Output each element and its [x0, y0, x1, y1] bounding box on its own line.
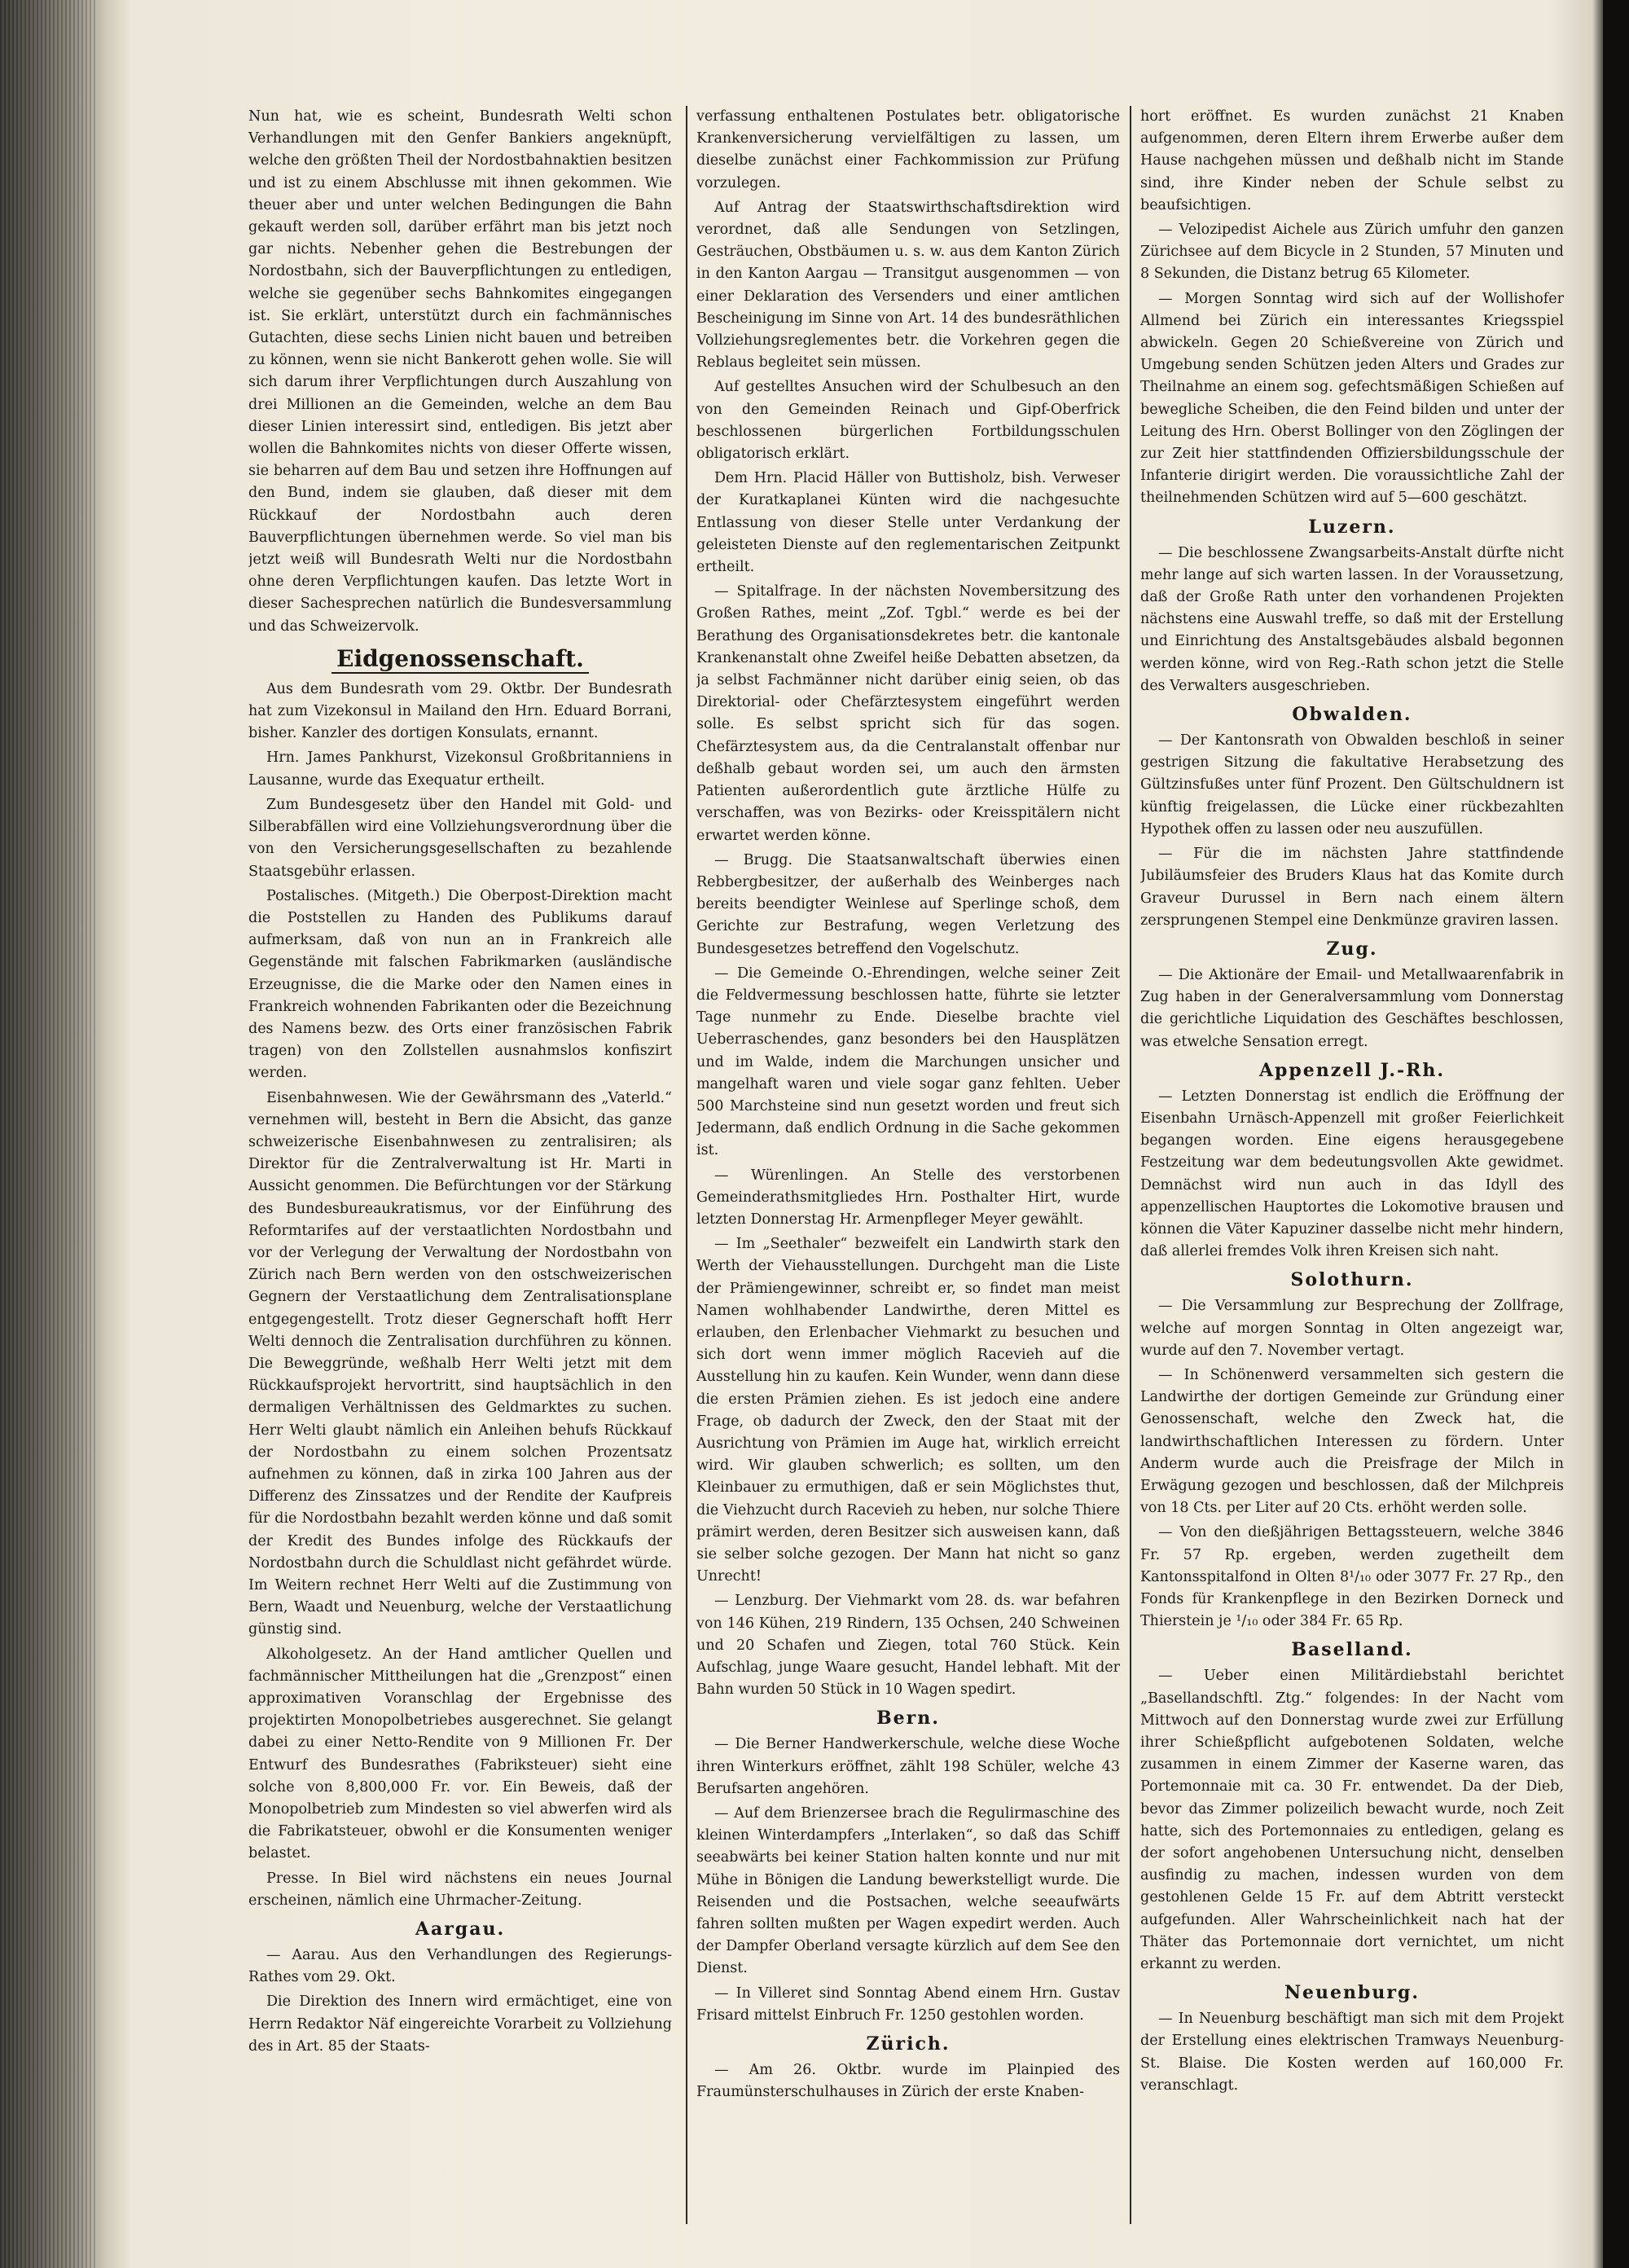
- region-heading-zug: Zug.: [1326, 938, 1378, 960]
- column-3: [1140, 106, 1564, 2224]
- article-paragraph: — Von den dießjährigen Bettagssteuern, welche 3846 Fr. 57 Rp. ergeben, werden zugetheilt dem Kantonsspitalfond in Olten 8¹/₁₀ oder 3077 Fr. 27 Rp., den Fonds für Krankenpflege in den Bezirken Dorneck und Thierstein je ¹/₁₀ oder 384 Fr. 65 Rp.: [1140, 1524, 1564, 1630]
- region-heading-aargau: Aargau.: [415, 1919, 506, 1941]
- article-paragraph: Auf Antrag der Staatswirthschaftsdirektion wird verordnet, daß alle Sendungen von Setzlingen, Gesträuchen, Obstbäumen u. s. w. aus dem Kanton Zürich in den Kanton Aargau — Transitgut ausgenommen — von einer Deklaration des Versenders und einer amtlichen Bescheinigung im Sinne von Art. 14 des bundesräthlichen Vollziehungsreglementes betr. die Vorkehren gegen die Reblaus begleitet sein müssen.: [696, 199, 1120, 371]
- article-paragraph: — In Villeret sind Sonntag Abend einem Hrn. Gustav Frisard mittelst Einbruch Fr. 1250 gestohlen worden.: [696, 1984, 1120, 2024]
- column-1: [248, 106, 672, 2224]
- article-paragraph: — In Neuenburg beschäftigt man sich mit dem Projekt der Erstellung eines elektrischen Tramways Neuenburg-St. Blaise. Die Kosten werden auf 160,000 Fr. veranschlagt.: [1140, 2011, 1564, 2094]
- article-paragraph: — Letzten Donnerstag ist endlich die Eröffnung der Eisenbahn Urnäsch-Appenzell mit großer Feierlichkeit begangen worden. Eine eigens herausgegebene Festzeitung war dem bedeutungsvollen Akte gewidmet. Demnächst wird nun auch in das Idyll des appenzellischen Hauptortes die Lokomotive brausen und können die Väter Kapuziner dasselbe nicht mehr hindern, daß allerlei fremdes Volk ihren Kreisen sich naht.: [1140, 1088, 1564, 1260]
- article-paragraph: — Die beschlossene Zwangsarbeits-Anstalt dürfte nicht mehr lange auf sich warten lassen. In der Voraussetzung, daß der Große Rath unter den vorhandenen Projekten nächstens eine Auswahl treffe, so daß mit der Erstellung und Einrichtung des Anstaltsgebäudes alsbald begonnen werden könne, wird von Reg.-Rath schon jetzt die Stelle des Verwalters ausgeschrieben.: [1140, 544, 1564, 694]
- article-paragraph: — Würenlingen. An Stelle des verstorbenen Gemeinderathsmitgliedes Hrn. Posthalter Hirt, wurde letzten Donnerstag Hr. Armenpfleger Meyer gewählt.: [696, 1167, 1120, 1228]
- article-paragraph: — Auf dem Brienzersee brach die Regulirmaschine des kleinen Winterdampfers „Interlaken“, so daß das Schiff seeabwärts bei keiner Station halten konnte und nur mit Mühe in Bönigen die Landung bewerkstelligt wurde. Die Reisenden und die Postsachen, welche seeaufwärts fahren sollten mußten per Wagen expedirt werden. Auch der Dampfer Oberland versagte kürzlich auf dem See den Dienst.: [696, 1805, 1120, 1977]
- article-paragraph: — Brugg. Die Staatsanwaltschaft überwies einen Rebbergbesitzer, der außerhalb des Weinberges nach bereits beendigter Weinlese auf Sperlinge schoß, dem Gerichte zur Bestrafung, wegen Verletzung des Bundesgesetzes betreffend den Vogelschutz.: [696, 851, 1120, 957]
- article-paragraph: — Am 26. Oktbr. wurde im Plainpied des Fraumünsterschulhauses in Zürich der erste Knaben-: [696, 2062, 1120, 2101]
- article-paragraph: Nun hat, wie es scheint, Bundesrath Welti schon Verhandlungen mit den Genfer Bankiers angeknüpft, welche den größten Theil der Nordostbahnaktien besitzen und ist zu einem Abschlusse mit ihnen gekommen. Wie theuer aber und unter welchen Bedingungen die Bahn gekauft werden soll, darüber erfährt man bis jetzt noch gar nichts. Nebenher gehen die Bestrebungen der Nordostbahn, sich der Bauverpflichtungen zu entledigen, welche sie gegenüber sechs Bahnkomites eingegangen ist. Sie erklärt, unterstützt durch ein fachmännisches Gutachten, diese sechs Linien nicht bauen und betreiben zu können, wenn sie nicht Bankerott gehen wolle. Sie will sich darum ihrer Verpflichtungen durch Auszahlung von drei Millionen an die Gemeinden, welche an dem Bau dieser Linien interessirt sind, entledigen. Bis jetzt aber wollen die Bahnkomites nichts von dieser Offerte wissen, sie beharren auf dem Bau und setzen ihre Hoffnungen auf den Bund, indem sie glauben, daß dieser mit dem Rückkauf der Nordostbahn auch deren Bauverpflichtungen übernehmen werde. So viel man bis jetzt weiß will Bundesrath Welti nur die Nordostbahn ohne deren Verpflichtungen kaufen. Das letzte Wort in dieser Sachesprechen natürlich die Bundesversammlung und das Schweizervolk.: [248, 108, 672, 635]
- article-paragraph: Alkoholgesetz. An der Hand amtlicher Quellen und fachmännischer Mittheilungen hat die „Grenzpost“ einen approximativen Voranschlag der Ergebnisse des projektirten Monopolbetriebes ausgerechnet. Sie gelangt dabei zu einer Netto-Rendite von 9 Millionen Fr. Der Entwurf des Bundesrathes (Fabriksteuer) sieht eine solche von 8,800,000 Fr. vor. Ein Beweis, daß der Monopolbetrieb zum Mindesten so viel abwerfen wird als die Fabrikatsteuer, obwohl er die Konsumenten weniger belastet.: [248, 1646, 672, 1862]
- article-paragraph: — Velozipedist Aichele aus Zürich umfuhr den ganzen Zürichsee auf dem Bicycle in 2 Stunden, 57 Minuten und 8 Sekunden, die Distanz betrug 65 Kilometer.: [1140, 222, 1564, 283]
- region-heading-solothurn: Solothurn.: [1290, 1269, 1414, 1291]
- region-heading-zuerich: Zürich.: [866, 2033, 951, 2055]
- region-heading-luzern: Luzern.: [1308, 516, 1396, 538]
- article-paragraph: Hrn. James Pankhurst, Vizekonsul Großbritanniens in Lausanne, wurde das Exequatur ertheilt.: [248, 749, 672, 789]
- article-paragraph: — Aarau. Aus den Verhandlungen des Regierungs-Rathes vom 29. Okt.: [248, 1947, 672, 1986]
- article-paragraph: Presse. In Biel wird nächstens ein neues Journal erscheinen, nämlich eine Uhrmacher-Zeitung.: [248, 1870, 672, 1909]
- article-paragraph: — Für die im nächsten Jahre stattfindende Jubiläumsfeier des Bruders Klaus hat das Komite durch Graveur Durussel in Bern nach einem ältern zersprungenen Stempel eine Denkmünze graviren lassen.: [1140, 846, 1564, 929]
- article-paragraph: — Lenzburg. Der Viehmarkt vom 28. ds. war befahren von 146 Kühen, 219 Rindern, 135 Ochsen, 240 Schweinen und 20 Schafen und Ziegen, total 760 Stück. Kein Aufschlag, junge Waare gesucht, Handel lebhaft. Mit der Bahn wurden 50 Stück in 10 Wagen spedirt.: [696, 1593, 1120, 1699]
- page-right-edge: [1603, 0, 1629, 2268]
- region-heading-baselland: Baselland.: [1291, 1639, 1413, 1661]
- article-paragraph: Eisenbahnwesen. Wie der Gewährsmann des „Vaterld.“ vernehmen will, besteht in Bern die Absicht, das ganze schweizerische Eisenbahnwesen zu zentralisiren; als Direktor für die Zentralverwaltung ist Hr. Marti in Aussicht genommen. Die Befürchtungen vor der Stärkung des Bundesbureaukratismus, vor der Einführung des Reformtarifes auf der verstaatlichten Nordostbahn und vor der Verlegung der Verwaltung der Nordostbahn von Zürich nach Bern werden von den ostschweizerischen Gegnern der Verstaatlichung dem Zentralisationsplane entgegengestellt. Trotz dieser Gegnerschaft hofft Herr Welti dennoch die Zentralisation durchführen zu können. Die Beweggründe, weßhalb Herr Welti jetzt mit dem Rückkaufsprojekt hervortritt, sind hauptsächlich in den dermaligen Verhältnissen des Geldmarktes zu suchen. Herr Welti glaubt nämlich ein Anleihen behufs Rückkauf der Nordostbahn zu einem solchen Prozentsatz aufnehmen zu können, daß in zirka 100 Jahren aus der Differenz des Zinssatzes und der Rendite der Kaufpreis für die Nordostbahn bezahlt werden könne und daß somit der Kredit des Bundes infolge des Rückkaufs der Nordostbahn durch die Schuldlast nicht gefährdet würde. Im Weitern rechnet Herr Welti auf die Zustimmung von Bern, Waadt und Neuenburg, welche der Verstaatlichung günstig sind.: [248, 1089, 672, 1638]
- section-title-text: Eidgenossenschaft.: [332, 645, 589, 674]
- region-heading-bern: Bern.: [876, 1708, 940, 1730]
- section-title: [248, 644, 672, 674]
- article-paragraph: — Ueber einen Militärdiebstahl berichtet „Basellandschftl. Ztg.“ folgendes: In der Nacht vom Mittwoch auf den Donnerstag wurde zwei zur Erfüllung ihrer Schießpflicht aufgebotenen Soldaten, welche zusammen in einem Zimmer der Kaserne waren, das Portemonnaie mit ca. 30 Fr. entwendet. Da der Dieb, bevor das Zimmer polizeilich bewacht wurde, noch Zeit hatte, sich des Portemonnaies zu entledigen, gelang es der sofort angehobenen Untersuchung nicht, denselben ausfindig zu machen, indessen wurden von dem gestohlenen Gelde 15 Fr. auf dem Abtritt versteckt aufgefunden. Aller Wahrscheinlichkeit nach hat der Thäter das Portemonnaie dort vernichtet, um nicht erkannt zu werden.: [1140, 1668, 1564, 1973]
- article-paragraph: hort eröffnet. Es wurden zunächst 21 Knaben aufgenommen, deren Eltern ihrem Erwerbe außer dem Hause nachgehen müssen und deßhalb nicht im Stande sind, ihre Kinder neben der Schule selbst zu beaufsichtigen.: [1140, 108, 1564, 213]
- article-paragraph: Zum Bundesgesetz über den Handel mit Gold- und Silberabfällen wird eine Vollziehungsverordnung über die von den Versicherungsgesellschaften zu bezahlende Staatsgebühr erlassen.: [248, 796, 672, 880]
- book-binding-edge: [0, 0, 98, 2268]
- article-paragraph: — Im „Seethaler“ bezweifelt ein Landwirth stark den Werth der Viehausstellungen. Durchgeht man die Liste der Prämiengewinner, schreibt er, so findet man meist Namen wohlhabender Landwirthe, deren Mittel es erlauben, den Erlenbacher Viehmarkt zu besuchen und sich dort wenn immer möglich Racevieh auf die Ausstellung hin zu kaufen. Kein Wunder, wenn dann diese die ersten Prämien ziehen. Es ist jedoch eine andere Frage, ob dadurch der Zweck, den der Staat mit der Ausrichtung von Prämien im Auge hat, wirklich erreicht wird. Wir glauben schwerlich; es sollten, um den Kleinbauer zu ermuthigen, daß er sein Möglichstes thut, die Viehzucht durch Racevieh zu heben, nur solche Thiere prämirt werden, deren Besitzer sich ausweisen kann, daß sie selber solche gezogen. Der Mann hat nicht so ganz Unrecht!: [696, 1236, 1120, 1585]
- column-rule: [686, 106, 687, 2224]
- article-paragraph: verfassung enthaltenen Postulates betr. obligatorische Krankenversicherung vervielfältigen zu lassen, um dieselbe zunächst einer Fachkommission zur Prüfung vorzulegen.: [696, 108, 1120, 191]
- article-paragraph: Dem Hrn. Placid Häller von Buttisholz, bish. Verweser der Kuratkaplanei Künten wird die nachgesuchte Entlassung von dieser Stelle unter Verdankung der geleisteten Dienste auf den reglementarischen Zeitpunkt ertheilt.: [696, 470, 1120, 576]
- article-paragraph: — Die Aktionäre der Email- und Metallwaarenfabrik in Zug haben in der Generalversammlung vom Donnerstag die gerichtliche Liquidation des Geschäftes beschlossen, was etwelche Sensation erregt.: [1140, 966, 1564, 1050]
- article-paragraph: Auf gestelltes Ansuchen wird der Schulbesuch an den von den Gemeinden Reinach und Gipf-Oberfrick beschlossenen bürgerlichen Fortbildungsschulen obligatorisch erklärt.: [696, 379, 1120, 463]
- region-heading-obwalden: Obwalden.: [1292, 704, 1412, 726]
- article-paragraph: — Spitalfrage. In der nächsten Novembersitzung des Großen Rathes, meint „Zof. Tgbl.“ werde es bei der Berathung des Organisationsdekretes betr. die kantonale Krankenanstalt ohne Zweifel heiße Debatten absetzen, da ja selbst Fachmänner nicht darüber einig seien, ob das Direktorial- oder Chefärztesystem eingeführt werden solle. Es selbst spricht sich für das sogen. Chefärztesystem aus, da die Centralanstalt offenbar nur deßhalb gebaut worden sei, um auch den ärmsten Patienten außerordentlich gute ärztliche Hülfe zu verschaffen, was von Bezirks- oder Kreisspitälern nicht erwartet werden könne.: [696, 583, 1120, 844]
- article-paragraph: — Der Kantonsrath von Obwalden beschloß in seiner gestrigen Sitzung die fakultative Herabsetzung des Gültzinsfußes unter fünf Prozent. Den Gültschuldnern ist künftig freigelassen, die Lücke einer rückbezahlten Hypothek offen zu lassen oder neu auszufüllen.: [1140, 732, 1564, 837]
- article-paragraph: — Morgen Sonntag wird sich auf der Wollishofer Allmend bei Zürich ein interessantes Kriegsspiel abwickeln. Gegen 20 Schießvereine von Zürich und Umgebung senden Schützen jeden Alters und Grades zur Theilnahme an einem sog. gefechtsmäßigen Schießen auf bewegliche Scheiben, die den Feind bilden und unter der Leitung des Hrn. Oberst Bollinger von den Zöglingen der zur Zeit hier stattfindenden Offiziersbildungsschule der Infanterie dirigirt werden. Die voraussichtliche Zahl der theilnehmenden Schützen wird auf 5—600 geschätzt.: [1140, 290, 1564, 507]
- article-paragraph: — In Schönenwerd versammelten sich gestern die Landwirthe der dortigen Gemeinde zur Gründung einer Genossenschaft, welche den Zweck hat, die landwirthschaftlichen Interessen zu fördern. Unter Anderm wurde auch die Preisfrage der Milch in Erwägung gezogen und beschlossen, daß der Milchpreis von 18 Cts. per Liter auf 20 Cts. erhöht werden solle.: [1140, 1366, 1564, 1517]
- column-2: [696, 106, 1120, 2224]
- column-rule: [1130, 106, 1131, 2224]
- article-paragraph: Aus dem Bundesrath vom 29. Oktbr. Der Bundesrath hat zum Vizekonsul in Mailand den Hrn. Eduard Borrani, bisher. Kanzler des dortigen Konsulats, ernannt.: [248, 680, 672, 742]
- article-paragraph: — Die Gemeinde O.-Ehrendingen, welche seiner Zeit die Feldvermessung beschlossen hatte, führte sie letzter Tage nunmehr zu Ende. Dieselbe brachte viel Ueberraschendes, ganz besonders bei den Hausplätzen und im Walde, indem die Marchungen unsicher und mangelhaft waren und viele sogar ganz fehlten. Ueber 500 Marchsteine sind nun gesetzt worden und freut sich Jedermann, daß endlich Ordnung in die Sache gekommen ist.: [696, 965, 1120, 1159]
- region-heading-neuenburg: Neuenburg.: [1284, 1982, 1420, 2004]
- article-paragraph: Die Direktion des Innern wird ermächtiget, eine von Herrn Redaktor Näf eingereichte Vorarbeit zu Vollziehung des in Art. 85 der Staats-: [248, 1993, 672, 2055]
- region-heading-appenzell: Appenzell J.-Rh.: [1258, 1059, 1446, 1081]
- article-paragraph: Postalisches. (Mitgeth.) Die Oberpost-Direktion macht die Poststellen zu Handen des Publikums darauf aufmerksam, daß von nun an in Frankreich alle Gegenstände mit falschen Fabrikmarken (ausländische Erzeugnisse, die die Marke oder den Namen eines in Frankreich wohnenden Fabrikanten oder die Bezeichnung des Namens bezw. des Orts einer französischen Fabrik tragen) von den Zollstellen ausnahmslos konfiszirt werden.: [248, 887, 672, 1082]
- article-paragraph: — Die Berner Handwerkerschule, welche diese Woche ihren Winterkurs eröffnet, zählt 198 Schüler, welche 43 Berufsarten angehören.: [696, 1736, 1120, 1797]
- article-paragraph: — Die Versammlung zur Besprechung der Zollfrage, welche auf morgen Sonntag in Olten angezeigt war, wurde auf den 7. November vertagt.: [1140, 1298, 1564, 1359]
- newspaper-page: [248, 106, 1568, 2224]
